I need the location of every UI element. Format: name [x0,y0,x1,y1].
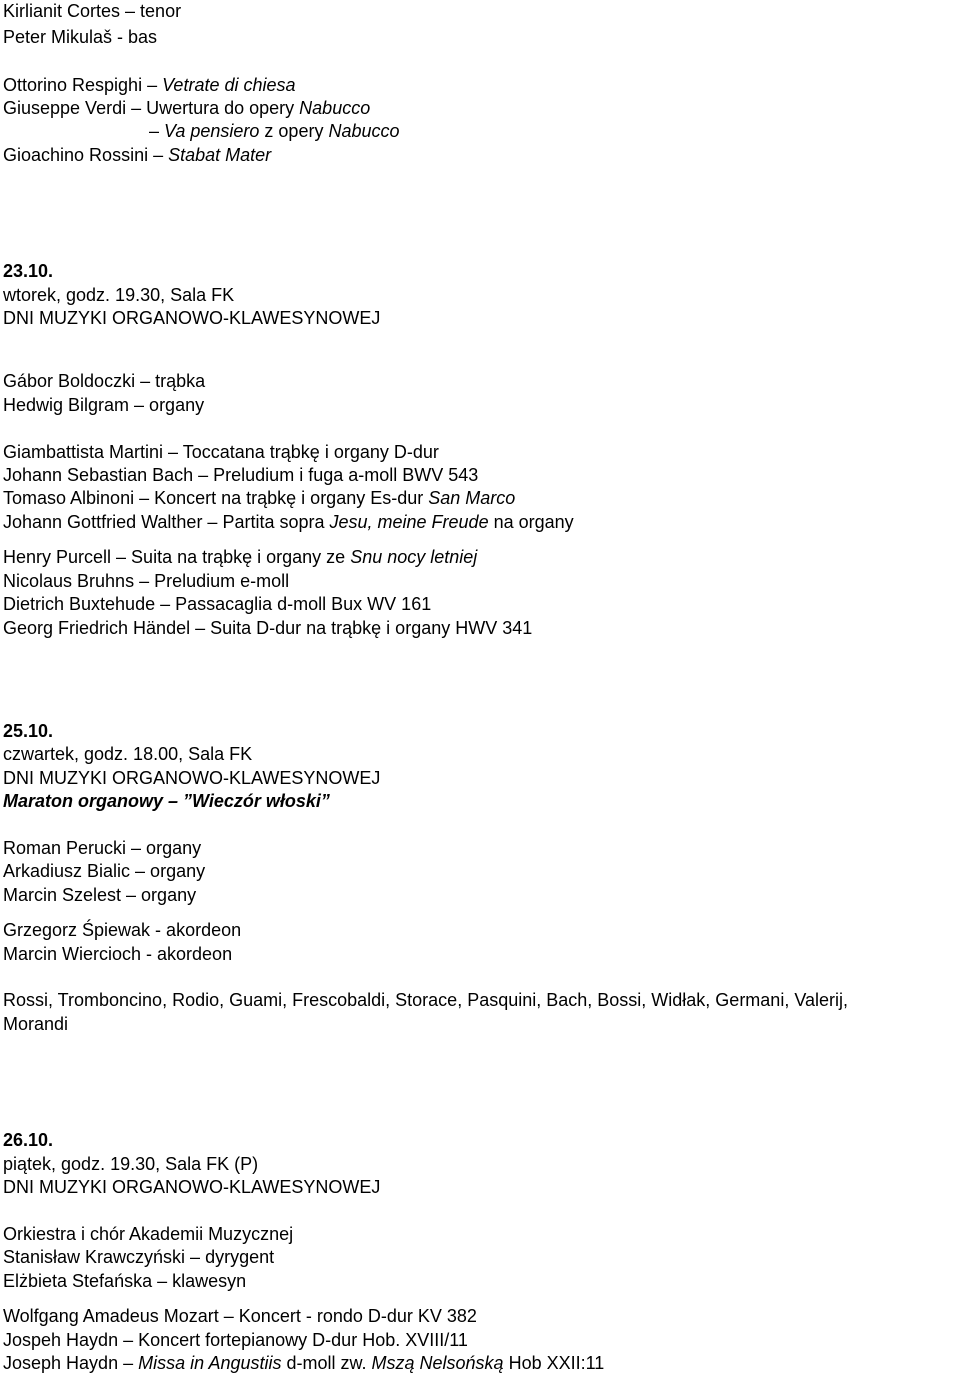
performer-line: Elżbieta Stefańska – klawesyn [3,1271,247,1291]
repertoire-line: Giambattista Martini – Toccatana trąbkę i organy D-dur [3,442,439,462]
event-time: wtorek, godz. 19.30, Sala FK [3,285,235,305]
performer-line: Grzegorz Śpiewak - akordeon [3,920,242,940]
repertoire-line: Nicolaus Bruhns – Preludium e-moll [3,571,290,591]
event-date: 25.10. [3,721,54,741]
repertoire-line: Henry Purcell – Suita na trąbkę i organy ze Snu nocy letniej [3,547,478,567]
repertoire-line: Ottorino Respighi – Vetrate di chiesa [3,75,296,95]
performer-line: Orkiestra i chór Akademii Muzycznej [3,1224,294,1244]
event-date: 26.10. [3,1130,54,1150]
repertoire-line: Giuseppe Verdi – Uwertura do opery Nabucco [3,98,371,118]
performer-line: Peter Mikulaš - bas [3,27,158,47]
repertoire-line: Gioachino Rossini – Stabat Mater [3,145,272,165]
event-series: DNI MUZYKI ORGANOWO-KLAWESYNOWEJ [3,768,381,788]
performer-line: Arkadiusz Bialic – organy [3,861,206,881]
repertoire-line: Georg Friedrich Händel – Suita D-dur na trąbkę i organy HWV 341 [3,618,533,638]
repertoire-line: – Va pensiero z opery Nabucco [149,121,400,141]
event-date: 23.10. [3,261,54,281]
performer-line: Hedwig Bilgram – organy [3,395,205,415]
event-series: DNI MUZYKI ORGANOWO-KLAWESYNOWEJ [3,1177,381,1197]
repertoire-line: Joseph Haydn – Missa in Angustiis d-moll zw. Mszą Nelsońską Hob XXII:11 [3,1353,605,1373]
event-subtitle: Maraton organowy – ”Wieczór włoski” [3,791,330,811]
composers-line: Rossi, Tromboncino, Rodio, Guami, Frescobaldi, Storace, Pasquini, Bach, Bossi, Widłak, Germani, Valerij, [3,990,849,1010]
performer-line: Marcin Szelest – organy [3,885,197,905]
performer-line: Marcin Wiercioch - akordeon [3,944,233,964]
event-time: czwartek, godz. 18.00, Sala FK [3,744,253,764]
repertoire-line: Johann Sebastian Bach – Preludium i fuga a-moll BWV 543 [3,465,479,485]
repertoire-line: Tomaso Albinoni – Koncert na trąbkę i organy Es-dur San Marco [3,488,516,508]
repertoire-line: Dietrich Buxtehude – Passacaglia d-moll Bux WV 161 [3,594,432,614]
event-time: piątek, godz. 19.30, Sala FK (P) [3,1154,259,1174]
repertoire-line: Wolfgang Amadeus Mozart – Koncert - rondo D-dur KV 382 [3,1306,477,1326]
repertoire-line: Jospeh Haydn – Koncert fortepianowy D-dur Hob. XVIII/11 [3,1330,468,1350]
performer-line: Kirlianit Cortes – tenor [3,1,182,21]
composers-line: Morandi [3,1014,69,1034]
repertoire-line: Johann Gottfried Walther – Partita sopra Jesu, meine Freude na organy [3,512,574,532]
event-series: DNI MUZYKI ORGANOWO-KLAWESYNOWEJ [3,308,381,328]
performer-line: Roman Perucki – organy [3,838,202,858]
performer-line: Gábor Boldoczki – trąbka [3,371,206,391]
performer-line: Stanisław Krawczyński – dyrygent [3,1247,275,1267]
